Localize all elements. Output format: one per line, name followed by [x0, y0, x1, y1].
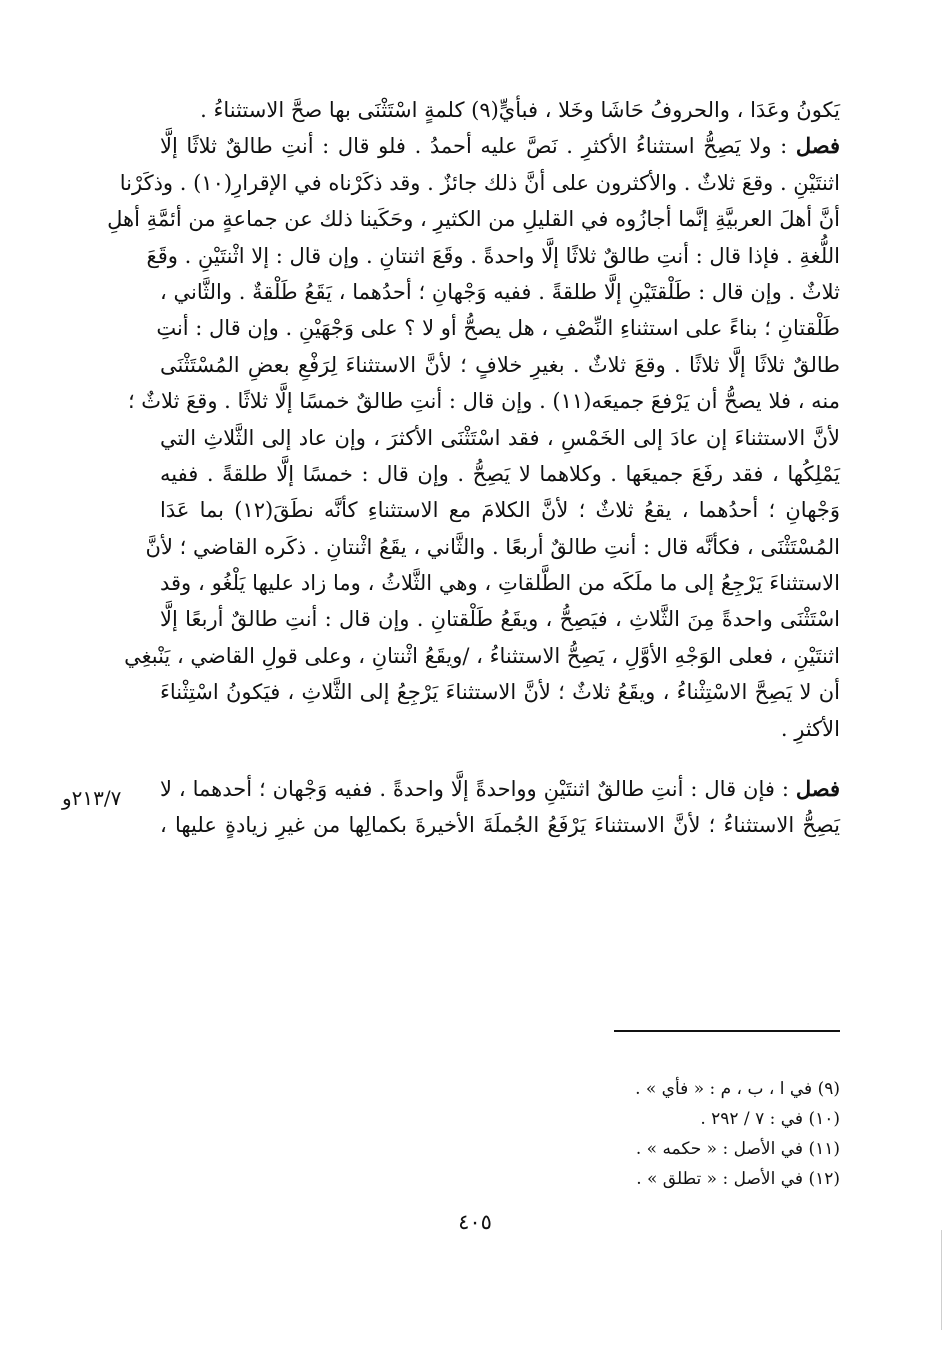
text-line: يَصِحُّ الاستثناءُ ؛ لأنَّ الاستثناءَ يَرْفَعُ الجُملَةَ الأخيرةَ بكمالِها من غيرِ زيادةٍ عليها ، [160, 813, 840, 838]
text-line: لأنَّ الاستثناءَ إن عادَ إلى الخَمْسِ ، فقد اسْتَثْنَى الأكثرَ ، وإن عاد إلى الثَّلاثِ التي [160, 425, 840, 450]
footnote: (١٠) في : ٧ / ٢٩٢ . [700, 1109, 840, 1129]
footnote: (١٢) في الأصل : « تطلق » . [636, 1169, 840, 1189]
text-line: ثلاثٌ . وإن قال : طَلْقتَيْنِ إلَّا طلقةً . ففيه وَجْهانِ ؛ أحدُهما ، يَقَعُ طَلْقةٌ . والثَّاني ، [160, 279, 840, 304]
text-line: اثنتَيْنِ . وقعَ ثلاثٌ . والأكثرون على أنَّ ذلك جائزٌ . وقد ذكَرْناه في الإقرارِ(١٠) . وذكَرْنا [119, 170, 840, 195]
footnotes [560, 1074, 840, 1194]
text-line: يَكونُ وعَدَا ، والحروفُ حَاشَا وخَلا ، فبأيٍّ(٩) كلمةٍ اسْتَثْنَى بها صحَّ الاستثناءُ . [200, 98, 840, 122]
line-text: : ولا يَصِحُّ استثناءُ الأكثرِ . نَصَّ عليه أحمدُ . فلو قال : أنتِ طالقٌ ثلاثًا إلَّا [160, 134, 788, 159]
main-text [107, 92, 841, 844]
scan-edge-line [941, 1230, 942, 1330]
page-number: ٤٠٥ [458, 1210, 492, 1234]
line-text: : فإن قال : أنتِ طالقٌ اثنتَيْنِ وواحدةً إلَّا واحدةً . ففيه وَجْهان ؛ أحدهما ، لا [160, 777, 789, 802]
footnote: (١١) في الأصل : « حكمه » . [635, 1139, 840, 1159]
section-heading: فصل [795, 133, 840, 159]
margin-folio-reference: ٢١٣/٧و [62, 786, 122, 810]
text-line: اسْتَثْنَى واحدةً مِنَ الثَّلاثِ ، فيَصِحُّ ، ويقَعُ طَلْقتانِ . وإن قال : أنتِ طالقٌ أربعًا إلَّا [160, 607, 840, 632]
text-line [160, 128, 840, 164]
text-line: الاستثناءَ يَرْجِعُ إلى ما ملَكَه من الطَّلقاتِ ، وهي الثَّلاثُ ، وما زاد عليها يَلْغُو ، وقد [160, 571, 840, 596]
text-line: الأكثرِ . [780, 716, 840, 741]
text-line: طَلْقتانِ ؛ بناءً على استثناءِ النِّصْفِ ، هل يصحُّ أو لا ؟ على وَجْهَيْنِ . وإن قال : أنتِ [156, 316, 840, 341]
text-line: اللُّغةِ . فإذا قال : أنتِ طالقٌ ثلاثًا إلَّا واحدةً . وقَعَ اثنتانِ . وإن قال : إلا اثْنتَيْنِ . وقَعَ [146, 243, 840, 268]
text-line: المُسْتَثْنَى ، فكأنَّه قال : أنتِ طالقٌ أربعًا . والثَّاني ، يقَعُ اثْنتانِ . ذكَره القاضي ؛ لأنَّ [145, 534, 840, 559]
text-line: أنَّ أهلَ العربيَّةِ إنَّما أجازُوه في القليلِ من الكثيرِ ، وحَكَينا ذلك عن جماعةٍ من أئمَّةِ أهلِ [107, 207, 840, 232]
footnote-separator [614, 1030, 840, 1032]
text-line: منه ، فلا يصحُّ أن يَرْفعَ جميعَه(١١) . وإن قال : أنتِ طالقٌ خمسًا إلَّا ثلاثًا . وقعَ ثلاثٌ ؛ [127, 389, 840, 414]
text-line: أن لا يَصِحَّ الاسْتِثْناءُ ، ويقَعُ ثلاثٌ ؛ لأنَّ الاستثناءَ يَرْجِعُ إلى الثَّلاثِ ، فيَكونُ اسْتِثْناءَ [160, 680, 840, 705]
text-line: يَمْلِكُها ، فقد رفَعَ جميعَها . وكلاهما لا يَصِحُّ . وإن قال : خمسًا إلَّا طلقةً . ففيه [160, 461, 840, 486]
text-line [160, 771, 840, 807]
section-heading: فصل [795, 776, 840, 802]
footnote: (٩) في ا ، ب ، م : « فأي » . [635, 1079, 840, 1099]
text-line: اثنتَيْنِ ، فعلى الوَجْهِ الأوَّلِ ، يَصِحُّ الاستثناءُ ، /ويقَعُ اثْنتانِ ، وعلى قولِ القاضي ، يَنْبغِي [124, 643, 840, 668]
paragraph-gap [160, 747, 840, 771]
text-line: وَجْهانِ ؛ أحدُهما ، يقعُ ثلاثٌ ؛ لأنَّ الكلامَ مع الاستثناءِ كأنَّه نطَقَ(١٢) بما عَدَا [160, 498, 841, 523]
text-line: طالقٌ ثلاثًا إلَّا ثلاثًا . وقعَ ثلاثٌ . بغيرِ خلافٍ ؛ لأنَّ الاستثناءَ لِرَفْعِ بعضِ المُسْتَثْنَى [160, 352, 840, 377]
